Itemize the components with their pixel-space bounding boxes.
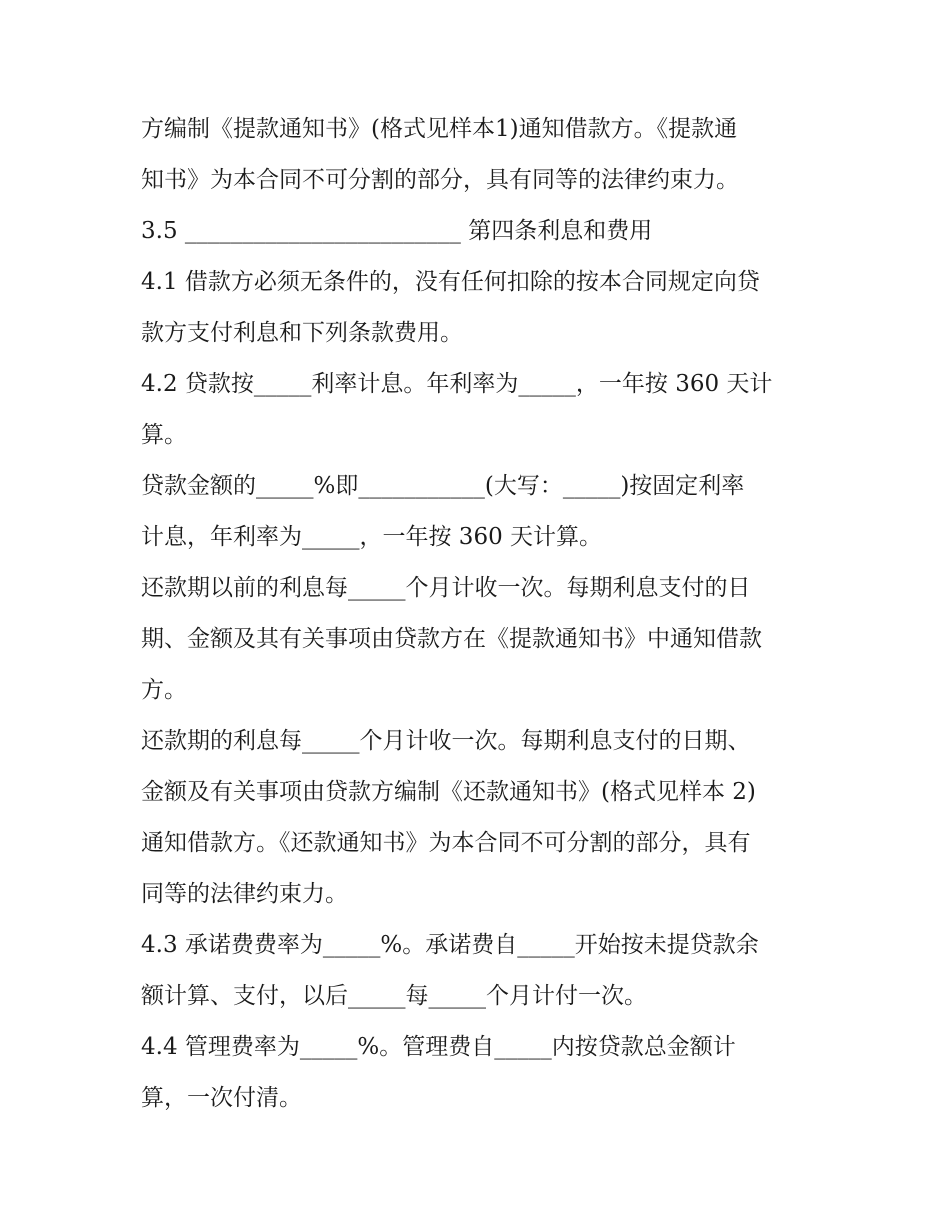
text-line: 方。 (141, 677, 187, 703)
text-line: 款方支付利息和下列条款费用。 (141, 320, 463, 346)
clause-4-3-line: 4.3 承诺费费率为_____%。承诺费自_____开始按未提贷款余 (141, 932, 759, 958)
text-line: 额计算、支付，以后_____每_____个月计付一次。 (141, 983, 647, 1009)
text-line: 同等的法律约束力。 (141, 881, 348, 907)
text-line: 还款期的利息每_____个月计收一次。每期利息支付的日期、 (141, 728, 751, 754)
text-line: 方编制《提款通知书》(格式见样本1)通知借款方。《提款通 (141, 116, 738, 142)
text-line: 还款期以前的利息每_____个月计收一次。每期利息支付的日 (141, 575, 751, 601)
text-line: 算，一次付清。 (141, 1085, 302, 1111)
text-line: 金额及有关事项由贷款方编制《还款通知书》(格式见样本 2) (141, 779, 756, 805)
text-line: 通知借款方。《还款通知书》为本合同不可分割的部分，具有 (141, 830, 751, 856)
document-body (141, 104, 821, 1124)
section-3-5-line: 3.5 ________________________ 第四条利息和费用 (141, 218, 653, 244)
text-line: 知书》为本合同不可分割的部分，具有同等的法律约束力。 (141, 167, 739, 193)
text-line: 贷款金额的_____%即___________(大写：_____)按固定利率 (141, 473, 745, 499)
clause-4-1-line: 4.1 借款方必须无条件的，没有任何扣除的按本合同规定向贷 (141, 269, 760, 295)
clause-4-2-line: 4.2 贷款按_____利率计息。年利率为_____，一年按 360 天计 (141, 371, 773, 397)
text-line: 计息，年利率为_____，一年按 360 天计算。 (141, 524, 603, 550)
text-line: 算。 (141, 422, 187, 448)
text-line: 期、金额及其有关事项由贷款方在《提款通知书》中通知借款 (141, 626, 762, 652)
clause-4-4-line: 4.4 管理费率为_____%。管理费自_____内按贷款总金额计 (141, 1034, 736, 1060)
